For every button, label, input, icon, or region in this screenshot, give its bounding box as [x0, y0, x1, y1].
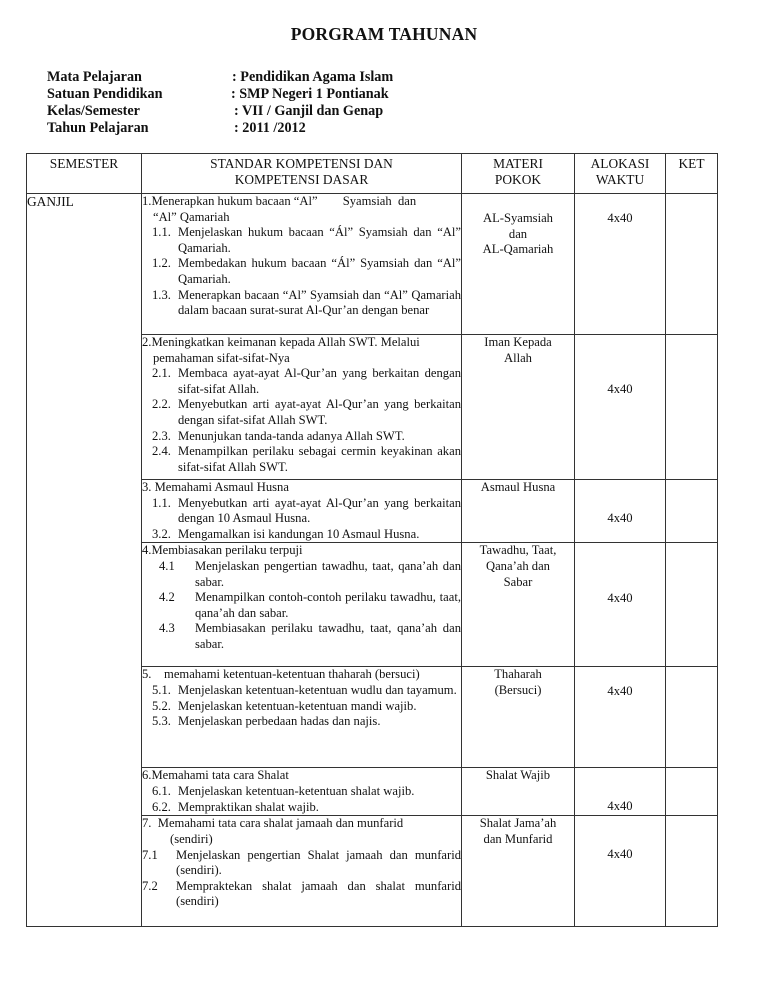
kompetensi-dasar: 2.1. Membaca ayat-ayat Al-Qur’an yang berkaitan dengan sifat-sifat Allah.: [152, 366, 461, 396]
materi-cell: Asmaul Husna: [462, 480, 575, 543]
kompetensi-dasar: 1.1. Menjelaskan hukum bacaan “Ál” Syamsiah dan “Al” Qamariah.: [152, 225, 461, 255]
info-label: Tahun Pelajaran: [47, 120, 149, 136]
kompetensi-cell: [142, 335, 462, 480]
alokasi-cell: [575, 194, 666, 335]
kompetensi-cell: [142, 667, 462, 768]
info-value: : SMP Negeri 1 Pontianak: [231, 86, 389, 102]
ket-cell: [666, 335, 718, 480]
table-header-row: [27, 154, 718, 194]
kompetensi-dasar: 1.3. Menerapkan bacaan “Al” Syamsiah dan “Al” Qamariah dalam bacaan surat-surat Al-Qur’an dengan benar: [152, 287, 461, 318]
ket-cell: [666, 543, 718, 667]
standar-kompetensi: 5. memahami ketentuan-ketentuan thaharah (bersuci): [142, 667, 420, 682]
header-materi-pokok: MATERI POKOK: [462, 154, 575, 194]
alokasi-value: 4x40: [607, 799, 633, 814]
kompetensi-dasar: 6.1. Menjelaskan ketentuan-ketentuan shalat wajib.: [152, 783, 415, 798]
kompetensi-dasar: 4.3 Membiasakan perilaku tawadhu, taat, qana’ah dan sabar.: [159, 621, 461, 651]
materi-cell: Shalat Wajib: [462, 768, 575, 816]
info-label: Kelas/Semester: [47, 103, 140, 119]
ket-cell: [666, 480, 718, 543]
kompetensi-dasar: 6.2. Mempraktikan shalat wajib.: [152, 799, 319, 814]
kompetensi-dasar: 5.1. Menjelaskan ketentuan-ketentuan wudlu dan tayamum.: [152, 682, 457, 697]
info-value: : VII / Ganjil dan Genap: [234, 103, 384, 119]
materi-cell: Tawadhu, Taat, Qana’ah dan Sabar: [462, 543, 575, 667]
kompetensi-dasar: 2.4. Menampilkan perilaku sebagai cermin keyakinan akan sifat-sifat Allah SWT.: [152, 444, 461, 474]
alokasi-value: 4x40: [607, 382, 633, 396]
alokasi-cell: [575, 768, 666, 816]
kompetensi-dasar: 1.2. Membedakan hukum bacaan “Ál” Syamsiah dan “Al” Qamariah.: [152, 256, 461, 286]
alokasi-cell: [575, 335, 666, 480]
header-ket: KET: [666, 154, 718, 194]
kompetensi-dasar: 1.1. Menyebutkan arti ayat-ayat Al-Qur’an yang berkaitan dengan 10 Asmaul Husna.: [152, 495, 461, 526]
info-value: : 2011 /2012: [234, 120, 306, 136]
semester-value: GANJIL: [27, 194, 74, 209]
kompetensi-cell: [142, 194, 462, 335]
kompetensi-cell: [142, 543, 462, 667]
kompetensi-cell: [142, 816, 462, 927]
alokasi-cell: [575, 816, 666, 927]
header-alokasi-waktu: ALOKASI WAKTU: [575, 154, 666, 194]
ket-cell: [666, 667, 718, 768]
info-value: : Pendidikan Agama Islam: [232, 69, 394, 85]
alokasi-value: 4x40: [607, 211, 633, 225]
kompetensi-dasar: 7.2 Mempraktekan shalat jamaah dan shalat munfarid (sendiri): [142, 878, 461, 909]
kompetensi-dasar: 2.2. Menyebutkan arti ayat-ayat Al-Qur’an yang berkaitan dengan sifat-sifat Allah SWT.: [152, 397, 461, 427]
materi-cell: AL-Syamsiah dan AL-Qamariah: [462, 194, 575, 335]
standar-kompetensi: 1.Menerapkan hukum bacaan “Al” Syamsiah dan “Al” Qamariah: [142, 194, 417, 224]
info-label: Satuan Pendidikan: [47, 86, 163, 102]
table-row: [27, 194, 718, 335]
alokasi-value: 4x40: [607, 511, 633, 525]
header-standar-kompetensi: STANDAR KOMPETENSI DAN KOMPETENSI DASAR: [142, 154, 462, 194]
semester-cell: [27, 194, 142, 927]
program-table: [26, 153, 718, 927]
kompetensi-dasar: 5.2. Menjelaskan ketentuan-ketentuan mandi wajib.: [152, 698, 417, 713]
ket-cell: [666, 816, 718, 927]
alokasi-cell: [575, 667, 666, 768]
materi-cell: Iman Kepada Allah: [462, 335, 575, 480]
alokasi-cell: [575, 543, 666, 667]
materi-cell: Thaharah (Bersuci): [462, 667, 575, 768]
kompetensi-dasar: 4.2 Menampilkan contoh-contoh perilaku tawadhu, taat, qana’ah dan sabar.: [159, 590, 461, 620]
ket-cell: [666, 194, 718, 335]
kompetensi-dasar: 7.1 Menjelaskan pengertian Shalat jamaah dan munfarid (sendiri).: [142, 847, 461, 878]
alokasi-value: 4x40: [607, 591, 633, 606]
info-label: Mata Pelajaran: [47, 69, 142, 85]
materi-cell: Shalat Jama’ah dan Munfarid: [462, 816, 575, 927]
kompetensi-dasar: 3.2. Mengamalkan isi kandungan 10 Asmaul Husna.: [152, 526, 420, 541]
page-title: PORGRAM TAHUNAN: [290, 24, 478, 44]
standar-kompetensi: 6.Memahami tata cara Shalat: [142, 768, 289, 783]
alokasi-value: 4x40: [607, 847, 633, 862]
kompetensi-dasar: 4.1 Menjelaskan pengertian tawadhu, taat, qana’ah dan sabar.: [159, 558, 461, 589]
standar-kompetensi: 3. Memahami Asmaul Husna: [142, 480, 289, 494]
kompetensi-cell: [142, 768, 462, 816]
standar-kompetensi: 7. Memahami tata cara shalat jamaah dan munfarid (sendiri): [142, 816, 404, 846]
header-semester: SEMESTER: [27, 154, 142, 194]
kompetensi-dasar: 2.3. Menunjukan tanda-tanda adanya Allah SWT.: [152, 428, 405, 443]
ket-cell: [666, 768, 718, 816]
kompetensi-dasar: 5.3. Menjelaskan perbedaan hadas dan najis.: [152, 714, 381, 729]
standar-kompetensi: 4.Membiasakan perilaku terpuji: [142, 543, 303, 558]
standar-kompetensi: 2.Meningkatkan keimanan kepada Allah SWT. Melalui pemahaman sifat-sifat-Nya: [142, 335, 420, 365]
alokasi-cell: [575, 480, 666, 543]
alokasi-value: 4x40: [607, 684, 633, 699]
kompetensi-cell: [142, 480, 462, 543]
